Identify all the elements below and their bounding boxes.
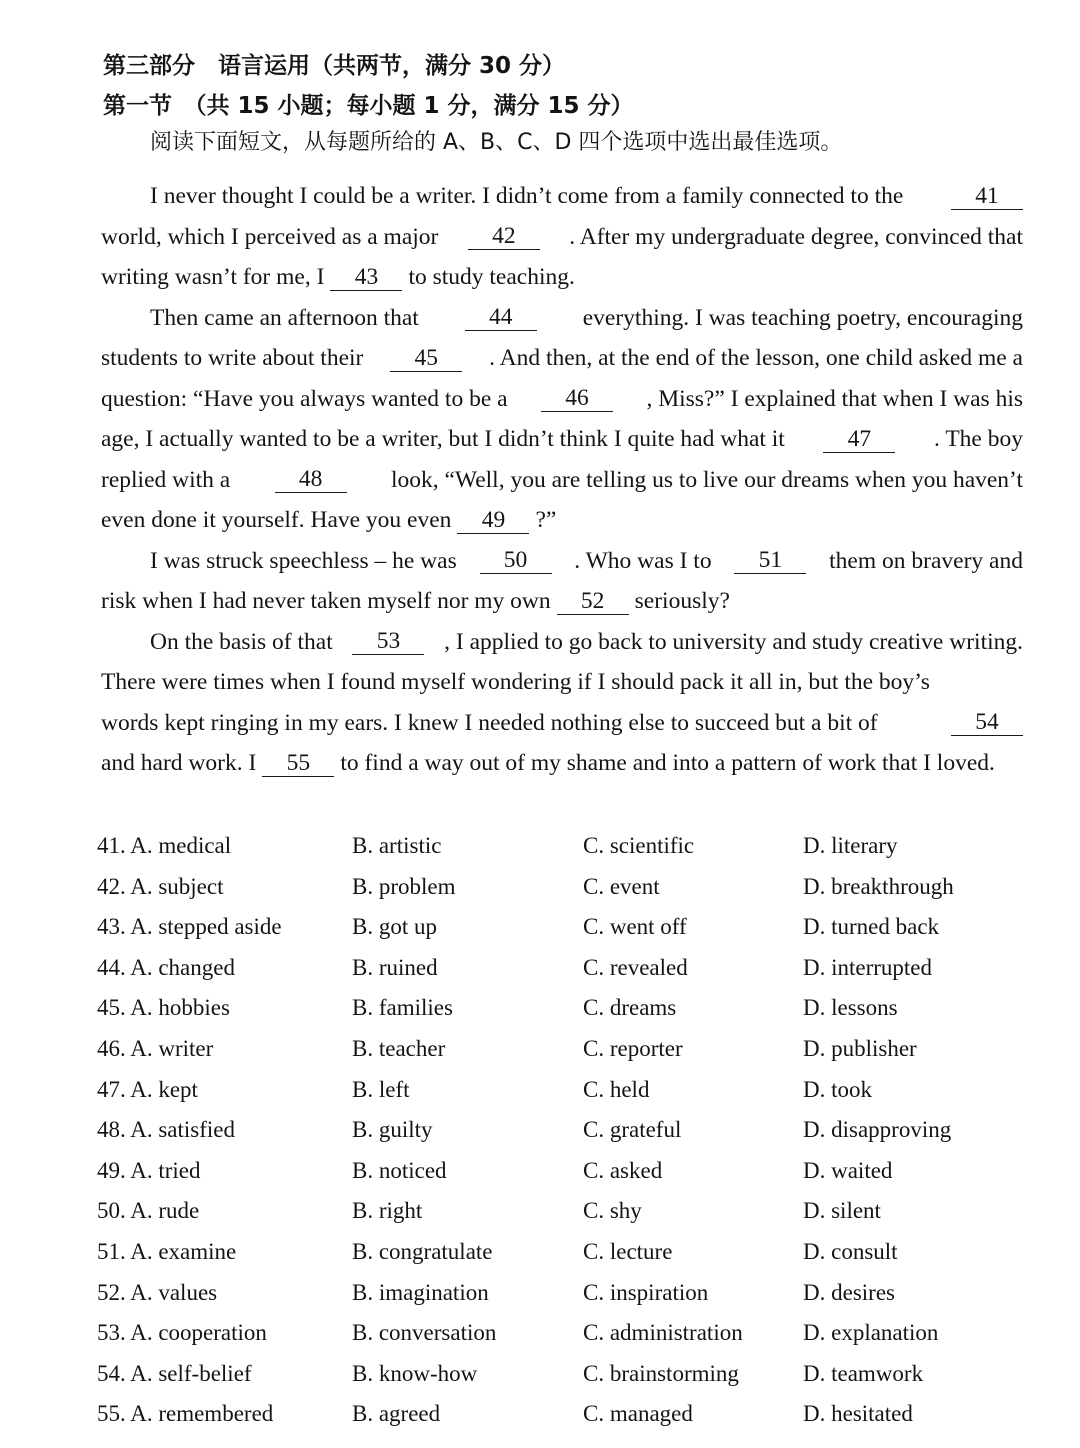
option-c[interactable]: C. managed — [583, 1401, 693, 1427]
blank-54: 54 — [951, 709, 1023, 736]
blank-42: 42 — [468, 223, 540, 250]
question-53-options — [97, 1313, 997, 1354]
instruction: 阅读下面短文，从每题所给的 A、B、C、D 四个选项中选出最佳选项。 — [150, 130, 843, 155]
passage-text: students to write about their — [101, 345, 364, 371]
passage-text: , I applied to go back to university and study creative writing. — [444, 628, 1023, 655]
option-d[interactable]: D. lessons — [803, 995, 898, 1021]
question-46-options — [97, 1029, 997, 1070]
passage-line — [101, 257, 1023, 298]
passage-line — [101, 298, 1023, 339]
passage-line — [101, 379, 1023, 420]
passage-text: I never thought I could be a writer. I didn’t come from a family connected to the — [150, 183, 904, 209]
passage-line — [101, 622, 1023, 663]
blank-43: 43 — [330, 264, 402, 291]
option-a[interactable]: 42. A. subject — [97, 873, 224, 899]
option-b[interactable]: B. got up — [352, 914, 437, 940]
passage-text: words kept ringing in my ears. I knew I needed nothing else to succeed but a bit of — [101, 709, 878, 736]
option-b[interactable]: B. guilty — [352, 1117, 433, 1143]
option-a[interactable]: 52. A. values — [97, 1279, 218, 1305]
option-b[interactable]: B. families — [352, 995, 453, 1021]
passage-text: On the basis of that — [150, 628, 333, 655]
option-c[interactable]: C. shy — [583, 1198, 642, 1224]
blank-41: 41 — [951, 183, 1023, 210]
option-a[interactable]: 47. A. kept — [97, 1076, 198, 1102]
blank-46: 46 — [541, 385, 613, 412]
option-d[interactable]: D. interrupted — [803, 954, 933, 980]
question-51-options — [97, 1232, 997, 1273]
passage-line — [101, 176, 1023, 217]
option-a[interactable]: 53. A. cooperation — [97, 1320, 267, 1346]
question-48-options — [97, 1110, 997, 1151]
option-a[interactable]: 54. A. self-belief — [97, 1360, 252, 1386]
question-50-options — [97, 1191, 997, 1232]
passage-text: age, I actually wanted to be a writer, but I didn’t think I quite had what it — [101, 426, 785, 452]
option-a[interactable]: 44. A. changed — [97, 954, 235, 980]
option-b[interactable]: B. teacher — [352, 1035, 446, 1061]
passage-line — [101, 662, 1023, 703]
passage-text: question: “Have you always wanted to be a — [101, 385, 508, 412]
option-c[interactable]: C. event — [583, 873, 660, 899]
option-b[interactable]: B. agreed — [352, 1401, 441, 1427]
passage-text: world, which I perceived as a major — [101, 223, 439, 250]
passage-text: and hard work. I — [101, 750, 257, 776]
passage-text: . After my undergraduate degree, convinced that — [569, 223, 1023, 250]
blank-47: 47 — [823, 426, 895, 453]
option-b[interactable]: B. noticed — [352, 1157, 447, 1183]
blank-53: 53 — [352, 628, 424, 655]
option-b[interactable]: B. conversation — [352, 1320, 497, 1346]
passage-line — [101, 419, 1023, 460]
question-45-options — [97, 988, 997, 1029]
passage-text: , Miss?” I explained that when I was his — [646, 385, 1023, 412]
passage-line — [101, 581, 1023, 622]
option-c[interactable]: C. went off — [583, 914, 687, 940]
option-c[interactable]: C. brainstorming — [583, 1360, 739, 1386]
question-43-options — [97, 907, 997, 948]
option-b[interactable]: B. right — [352, 1198, 423, 1224]
option-b[interactable]: B. know-how — [352, 1360, 478, 1386]
option-b[interactable]: B. problem — [352, 873, 456, 899]
passage-text: writing wasn’t for me, I — [101, 264, 325, 290]
passage-text: ?” — [535, 507, 557, 533]
option-c[interactable]: C. asked — [583, 1157, 663, 1183]
passage-text: everything. I was teaching poetry, encouraging — [582, 304, 1023, 331]
passage-text: to study teaching. — [408, 264, 575, 290]
option-a[interactable]: 51. A. examine — [97, 1238, 237, 1264]
option-a[interactable]: 41. A. medical — [97, 833, 232, 858]
question-44-options — [97, 948, 997, 989]
option-b[interactable]: B. left — [352, 1076, 410, 1102]
option-d[interactable]: D. hesitated — [803, 1401, 913, 1427]
question-47-options — [97, 1070, 997, 1111]
option-d[interactable]: D. waited — [803, 1157, 893, 1183]
option-d[interactable]: D. publisher — [803, 1035, 917, 1061]
option-d[interactable]: D. turned back — [803, 914, 940, 940]
option-d[interactable]: D. desires — [803, 1279, 895, 1305]
passage-text: Then came an afternoon that — [150, 304, 419, 331]
option-d[interactable]: D. literary — [803, 833, 898, 858]
passage-text: look, “Well, you are telling us to live our dreams when you haven’t — [390, 466, 1023, 493]
blank-48: 48 — [275, 466, 347, 493]
answer-options — [97, 826, 997, 1435]
option-a[interactable]: 55. A. remembered — [97, 1401, 274, 1427]
passage-line — [101, 500, 1023, 541]
blank-50: 50 — [480, 547, 552, 574]
question-55-options — [97, 1394, 997, 1435]
passage-text: . And then, at the end of the lesson, one child asked me a — [489, 345, 1023, 371]
passage-line — [101, 460, 1023, 501]
option-a[interactable]: 48. A. satisfied — [97, 1117, 235, 1143]
option-d[interactable]: D. consult — [803, 1238, 898, 1264]
blank-52: 52 — [557, 588, 629, 615]
passage-line — [101, 743, 1023, 784]
option-c[interactable]: C. revealed — [583, 954, 688, 980]
option-a[interactable]: 45. A. hobbies — [97, 995, 230, 1021]
option-c[interactable]: C. dreams — [583, 995, 677, 1021]
option-c[interactable]: C. administration — [583, 1320, 743, 1346]
passage-text: even done it yourself. Have you even — [101, 507, 452, 533]
passage-line — [101, 338, 1023, 379]
option-a[interactable]: 50. A. rude — [97, 1198, 200, 1224]
passage-line — [101, 217, 1023, 258]
option-b[interactable]: B. artistic — [352, 833, 442, 858]
question-54-options — [97, 1354, 997, 1395]
blank-45: 45 — [390, 345, 462, 372]
option-c[interactable]: C. reporter — [583, 1035, 683, 1061]
option-c[interactable]: C. grateful — [583, 1117, 682, 1143]
question-49-options — [97, 1151, 997, 1192]
option-d[interactable]: D. explanation — [803, 1320, 939, 1346]
part-title: 第三部分 语言运用（共两节，满分 30 分） — [103, 53, 566, 79]
passage-text: There were times when I found myself wondering if I should pack it all in, but the boy’s — [101, 669, 930, 695]
passage-text: them on bravery and — [829, 547, 1023, 574]
question-41-options — [97, 826, 997, 867]
option-a[interactable]: 43. A. stepped aside — [97, 914, 282, 940]
passage-text: I was struck speechless – he was — [150, 547, 457, 574]
option-c[interactable]: C. inspiration — [583, 1279, 709, 1305]
option-b[interactable]: B. imagination — [352, 1279, 489, 1305]
option-d[interactable]: D. teamwork — [803, 1360, 924, 1386]
section-title: 第一节 （共 15 小题；每小题 1 分，满分 15 分） — [103, 93, 634, 119]
option-d[interactable]: D. breakthrough — [803, 873, 954, 899]
question-42-options — [97, 867, 997, 908]
passage-line — [101, 703, 1023, 744]
blank-55: 55 — [262, 750, 334, 777]
option-d[interactable]: D. silent — [803, 1198, 881, 1224]
option-b[interactable]: B. ruined — [352, 954, 438, 980]
passage-text: to find a way out of my shame and into a pattern of work that I loved. — [340, 750, 995, 776]
blank-44: 44 — [465, 304, 537, 331]
option-b[interactable]: B. congratulate — [352, 1238, 493, 1264]
question-52-options — [97, 1273, 997, 1314]
passage-text: risk when I had never taken myself nor my own — [101, 588, 551, 614]
option-c[interactable]: C. lecture — [583, 1238, 673, 1264]
cloze-passage — [101, 176, 1023, 784]
option-c[interactable]: C. scientific — [583, 833, 695, 858]
blank-51: 51 — [734, 547, 806, 574]
option-a[interactable]: 46. A. writer — [97, 1035, 214, 1061]
option-a[interactable]: 49. A. tried — [97, 1157, 201, 1183]
passage-line — [101, 541, 1023, 582]
option-d[interactable]: D. disapproving — [803, 1117, 952, 1143]
passage-text: . The boy — [934, 426, 1023, 452]
option-d[interactable]: D. took — [803, 1076, 872, 1102]
passage-text: . Who was I to — [574, 547, 712, 574]
blank-49: 49 — [457, 507, 529, 534]
option-c[interactable]: C. held — [583, 1076, 650, 1102]
passage-text: replied with a — [101, 466, 231, 493]
passage-text: seriously? — [634, 588, 730, 614]
